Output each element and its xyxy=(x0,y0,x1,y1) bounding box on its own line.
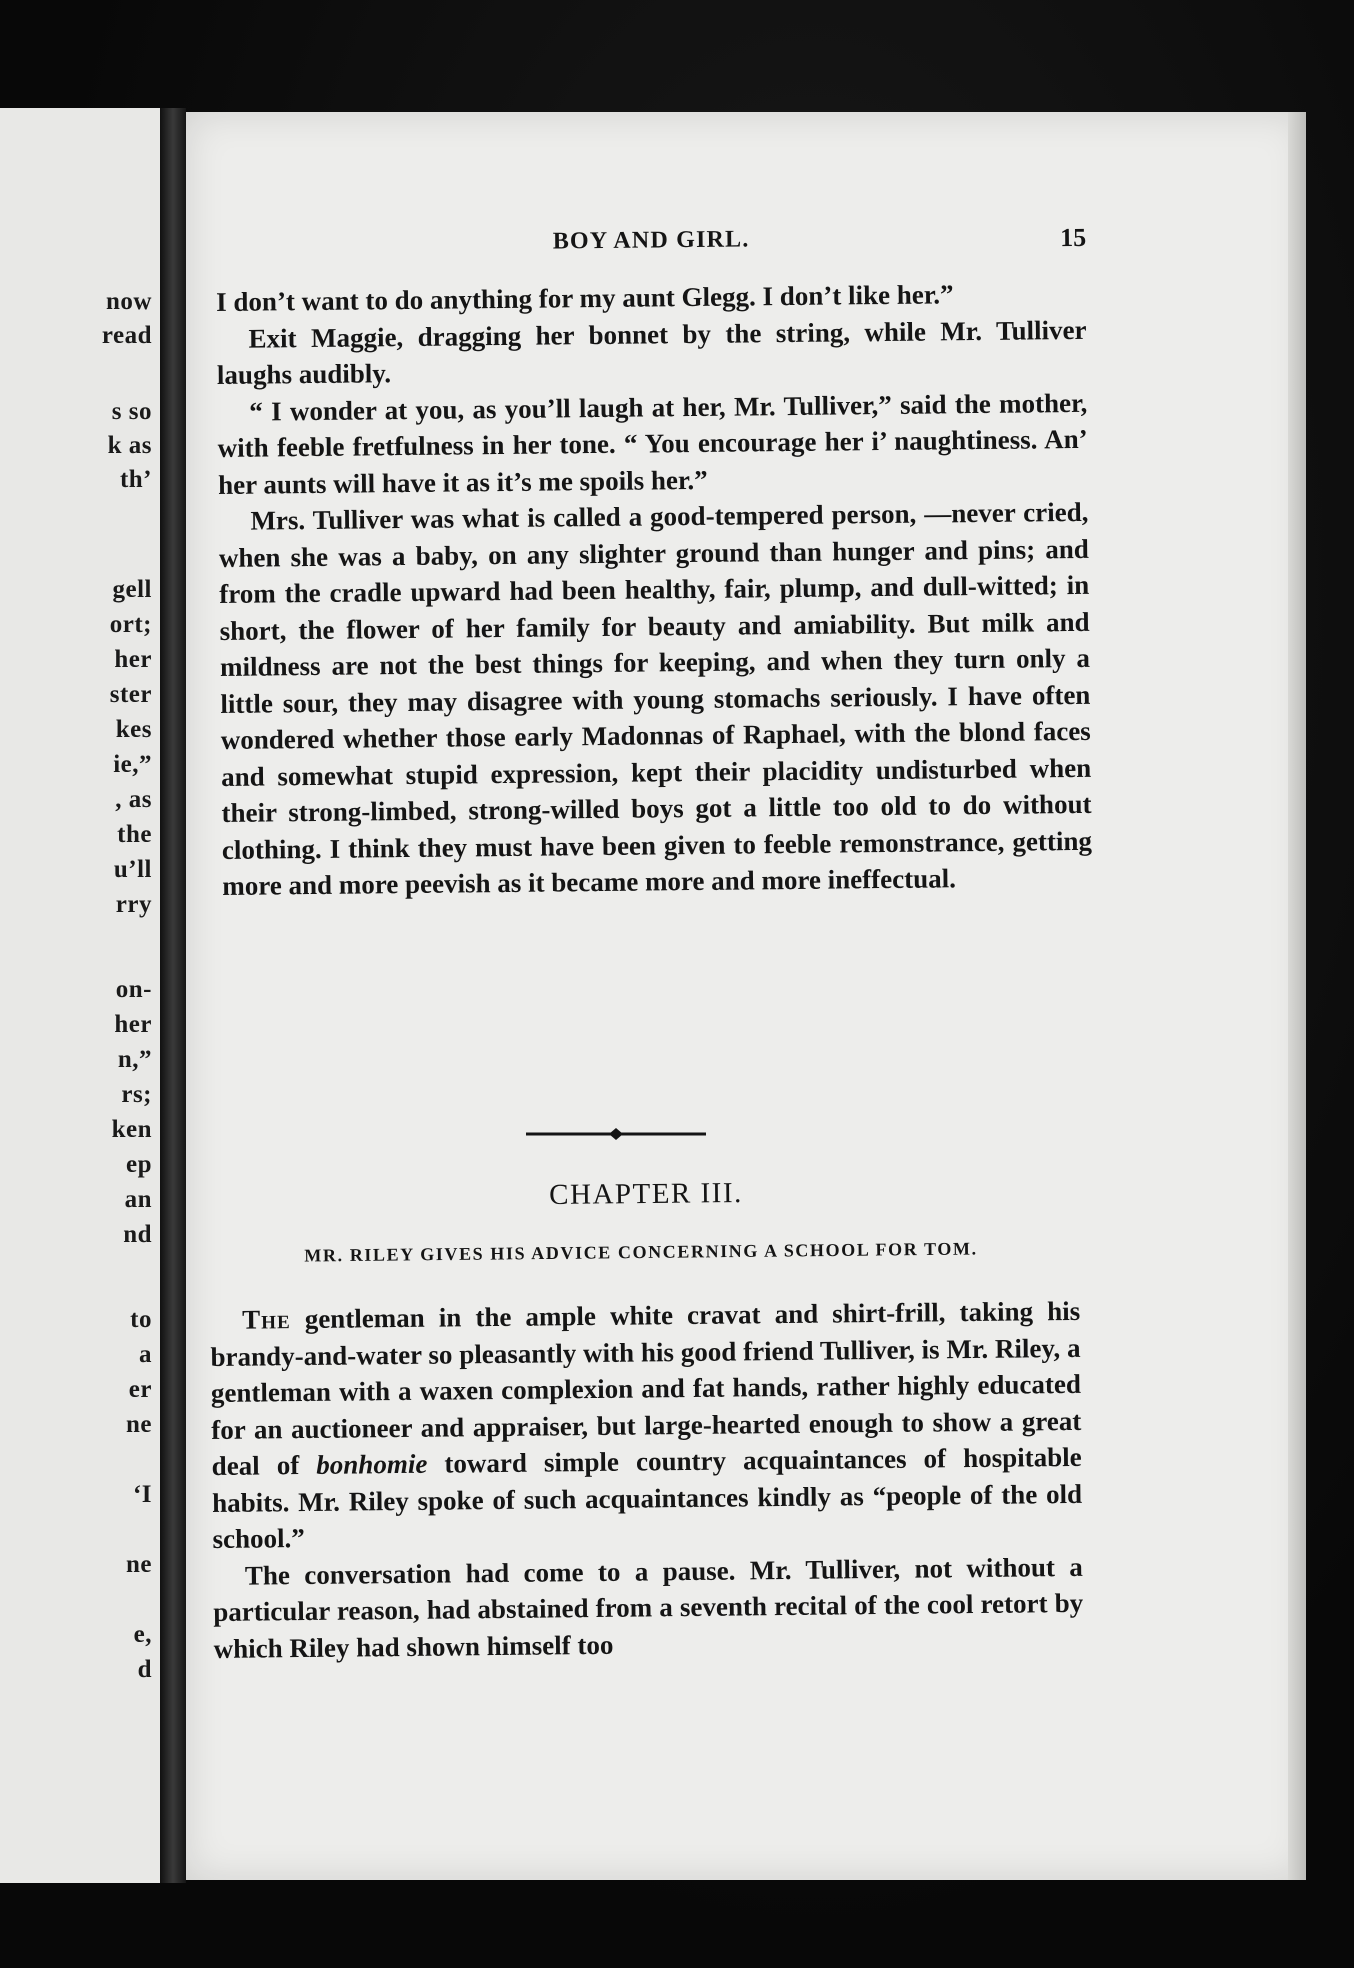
clipped-line-fragment: ken xyxy=(111,1116,152,1143)
clipped-line-fragment: d xyxy=(137,1656,152,1683)
clipped-line-fragment: an xyxy=(124,1186,152,1213)
clipped-line-fragment: ep xyxy=(126,1151,152,1178)
clipped-line-fragment: to xyxy=(130,1306,152,1333)
paragraph: I don’t want to do anything for my aunt Glegg. I don’t like her.” xyxy=(216,279,954,317)
section-divider-ornament xyxy=(526,1124,706,1144)
page-number: 15 xyxy=(1059,222,1087,253)
clipped-line-fragment: her xyxy=(114,1011,152,1038)
clipped-line-fragment: ie,” xyxy=(113,751,152,778)
clipped-line-fragment: a xyxy=(139,1341,152,1368)
paragraph-text: gentleman in the ample white cravat and shirt-frill, taking his brandy-and-water so pleasantly with his good friend Tulliver, is Mr. Riley, a gentleman with a waxen complexion and fat hands, rather highly educated for an auctioneer and appraiser, but large-hearted enough to show a great deal of xyxy=(210,1295,1082,1481)
clipped-line-fragment: th’ xyxy=(119,466,152,493)
italic-phrase: bonhomie xyxy=(316,1448,428,1480)
clipped-line-fragment: ster xyxy=(109,681,152,708)
chapter-paragraph xyxy=(210,1293,1083,1558)
clipped-line-fragment: nd xyxy=(123,1221,152,1248)
clipped-line-fragment: rs; xyxy=(121,1081,152,1108)
clipped-line-fragment: u’ll xyxy=(113,856,152,883)
clipped-line-fragment: on- xyxy=(115,976,152,1003)
clipped-line-fragment: ne xyxy=(126,1551,152,1578)
running-head xyxy=(216,223,1086,272)
chapter-heading: CHAPTER III. xyxy=(549,1176,743,1212)
drop-lead-word: The xyxy=(242,1304,291,1335)
paragraph: Mrs. Tulliver was what is called a good-tempered person, —never cried, when she was a baby, on any slighter ground than hunger and pins; and from the cradle upward had been healthy, fair, plump, and dull-witted; in short, the flower of her family for beauty and amiability. But milk and mildness are not the best things for keeping, and when they turn only a little sour, they may disagree with young stomachs seriously. I have often wondered whether those early Madonnas of Raphael, with the blond faces and somewhat stupid expression, kept their placidity undisturbed when their strong-limbed, strong-willed boys got a little too old to do without clothing. I think they must have been given to feeble remonstrance, getting more and more peevish as it became more and more ineffectual. xyxy=(218,496,1093,901)
chapter-subtitle: MR. RILEY GIVES HIS ADVICE CONCERNING A SCHOOL FOR TOM. xyxy=(304,1238,978,1266)
body-text-top xyxy=(216,275,1092,905)
clipped-line-fragment: read xyxy=(101,322,152,349)
clipped-line-fragment: rry xyxy=(115,891,152,918)
clipped-line-fragment: s so xyxy=(111,398,152,425)
clipped-line-fragment: n,” xyxy=(117,1046,152,1073)
clipped-line-fragment: kes xyxy=(115,716,152,743)
book-gutter xyxy=(160,108,186,1883)
clipped-line-fragment: ne xyxy=(126,1411,152,1438)
clipped-line-fragment: er xyxy=(128,1376,152,1403)
clipped-line-fragment: k as xyxy=(107,432,152,459)
paragraph: “ I wonder at you, as you’ll laugh at her, Mr. Tulliver,” said the mother, with feeble fretfulness in her tone. “ You encourage her i’ naughtiness. An’ her aunts will have it as it’s me spoils her.” xyxy=(217,387,1088,500)
clipped-line-fragment: e, xyxy=(133,1621,152,1648)
paragraph-text: toward simple country acquaintances of hospitable habits. Mr. Riley spoke of such acquaintances kindly as “people of the old school.” xyxy=(211,1441,1083,1554)
clipped-line-fragment: ‘I xyxy=(132,1481,152,1508)
clipped-line-fragment: ort; xyxy=(109,611,152,638)
book-page xyxy=(186,112,1306,1880)
clipped-line-fragment: gell xyxy=(112,576,152,603)
running-title: BOY AND GIRL. xyxy=(552,226,750,255)
chapter-paragraph: The conversation had come to a pause. Mr. Tulliver, not without a particular reason, had abstained from a seventh recital of the cool retort by which Riley had shown himself too xyxy=(213,1551,1084,1664)
paragraph: Exit Maggie, dragging her bonnet by the string, while Mr. Tulliver laughs audibly. xyxy=(216,314,1087,390)
left-facing-page xyxy=(0,108,162,1883)
clipped-line-fragment: , as xyxy=(115,786,152,813)
clipped-line-fragment: now xyxy=(106,288,152,315)
clipped-line-fragment: the xyxy=(117,821,152,848)
clipped-line-fragment: her xyxy=(114,646,152,673)
body-text-chapter xyxy=(210,1293,1084,1667)
